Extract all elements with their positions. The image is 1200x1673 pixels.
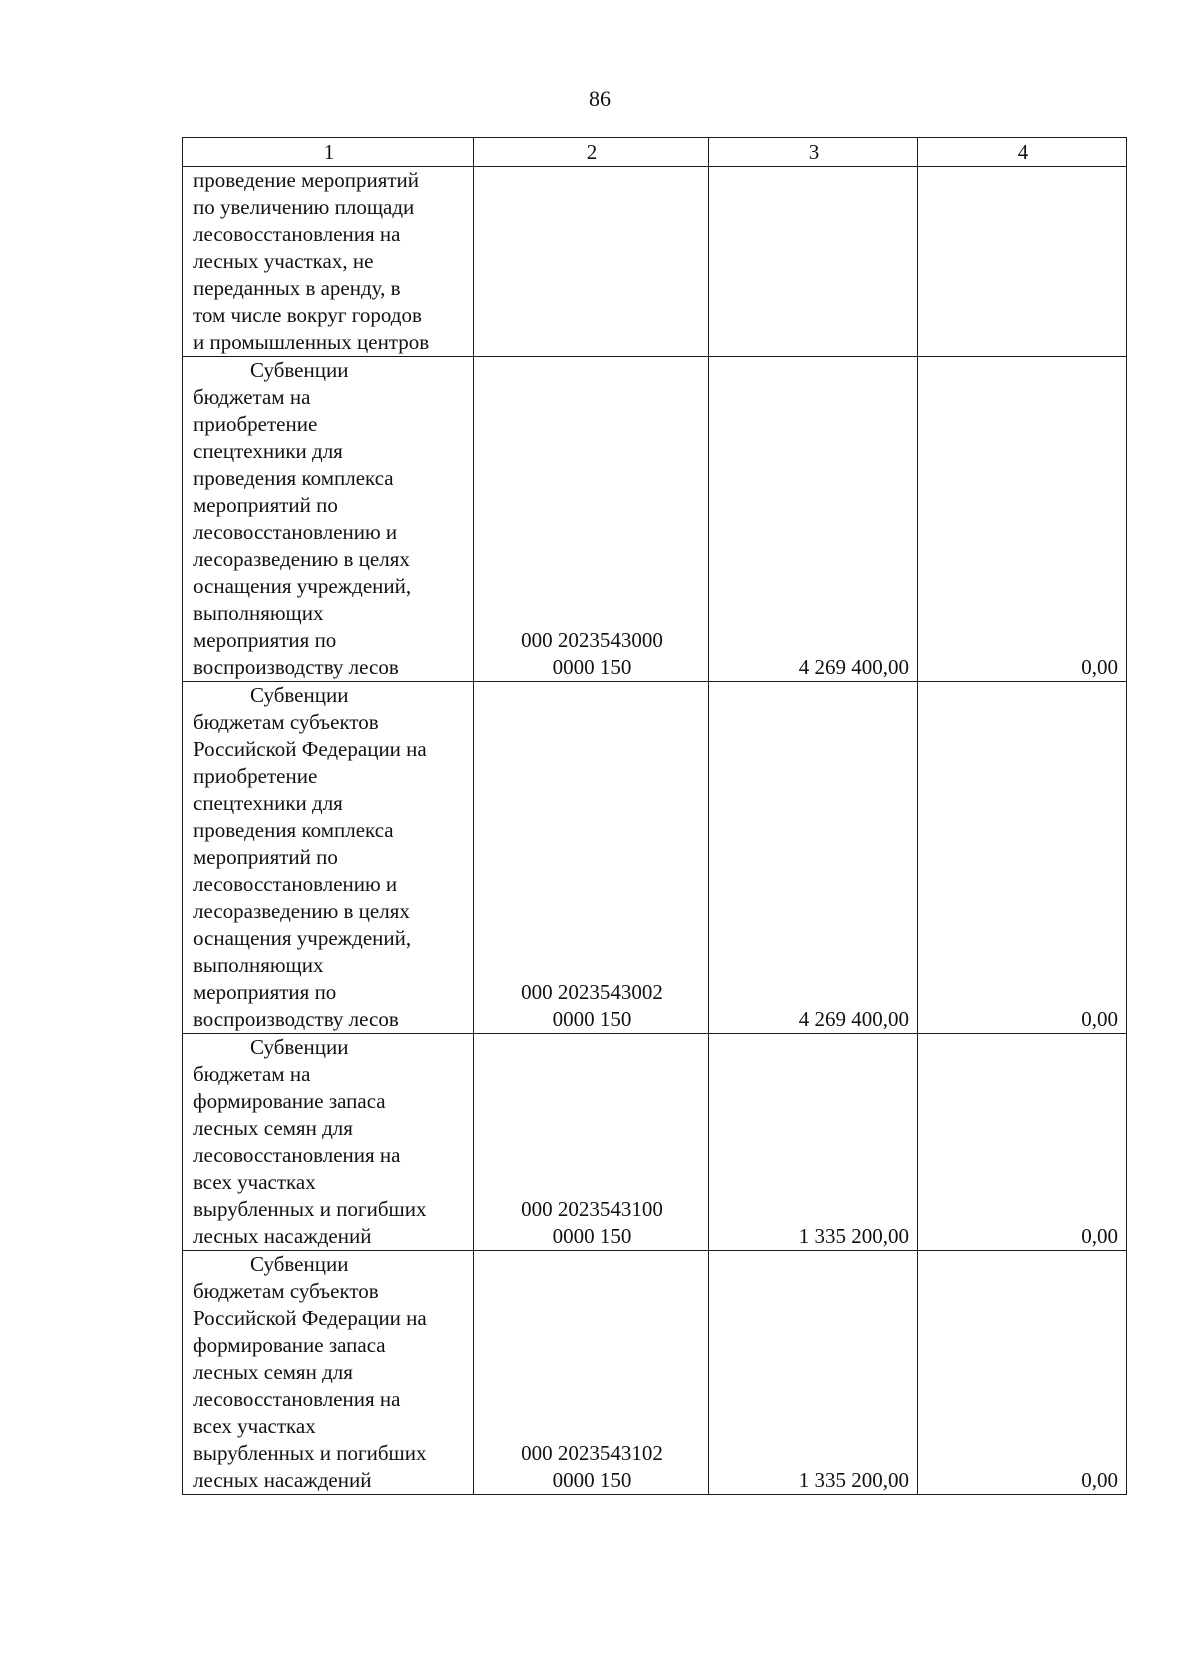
code-line: 000 2023543100	[521, 1197, 663, 1221]
row-amount: 4 269 400,00	[709, 682, 918, 1034]
row-amount	[709, 167, 918, 357]
code-line: 0000 150	[552, 655, 632, 679]
table-header	[183, 138, 1127, 167]
description-line: лесовосстановления на	[193, 1143, 401, 1167]
description-line: всех участках	[193, 1414, 316, 1438]
description-line: лесных насаждений	[193, 1468, 372, 1492]
description-line: лесовосстановлению и	[193, 520, 398, 544]
description-line: бюджетам субъектов	[193, 1279, 379, 1303]
description-line: мероприятий по	[193, 493, 338, 517]
description-line: мероприятия по	[193, 628, 337, 652]
description-line: воспроизводству лесов	[193, 655, 399, 679]
description-line: лесоразведению в целях	[193, 547, 410, 571]
table-row	[183, 167, 1127, 357]
page-number: 86	[589, 86, 611, 111]
row-amount: 1 335 200,00	[709, 1034, 918, 1251]
row-description	[183, 167, 474, 357]
row-code	[474, 357, 709, 682]
row-value: 0,00	[918, 1251, 1127, 1495]
description-line: вырубленных и погибших	[193, 1441, 427, 1465]
row-value: 0,00	[918, 1034, 1127, 1251]
row-amount: 1 335 200,00	[709, 1251, 918, 1495]
description-line: приобретение	[193, 412, 318, 436]
description-line: лесовосстановления на	[193, 222, 401, 246]
row-code	[474, 1034, 709, 1251]
description-line: всех участках	[193, 1170, 316, 1194]
description-line: Субвенции	[250, 683, 349, 707]
description-line: вырубленных и погибших	[193, 1197, 427, 1221]
description-line: спецтехники для	[193, 439, 343, 463]
row-code	[474, 1251, 709, 1495]
table-row	[183, 1034, 1127, 1251]
row-description	[183, 1251, 474, 1495]
description-line: по увеличению площади	[193, 195, 415, 219]
row-description	[183, 357, 474, 682]
description-line: выполняющих	[193, 601, 324, 625]
column-header-1: 1	[183, 138, 474, 167]
row-amount: 4 269 400,00	[709, 357, 918, 682]
description-line: лесных насаждений	[193, 1224, 372, 1248]
description-line: проведения комплекса	[193, 818, 394, 842]
description-line: Субвенции	[250, 1252, 349, 1276]
description-line: Российской Федерации на	[193, 1306, 427, 1330]
description-line: приобретение	[193, 764, 318, 788]
row-description	[183, 1034, 474, 1251]
description-line: переданных в аренду, в	[193, 276, 401, 300]
table-row	[183, 1251, 1127, 1495]
description-line: формирование запаса	[193, 1089, 386, 1113]
description-line: выполняющих	[193, 953, 324, 977]
row-code	[474, 682, 709, 1034]
description-line: воспроизводству лесов	[193, 1007, 399, 1031]
code-line: 000 2023543102	[521, 1441, 663, 1465]
description-line: лесовосстановления на	[193, 1387, 401, 1411]
description-line: Российской Федерации на	[193, 737, 427, 761]
row-description	[183, 682, 474, 1034]
code-line: 0000 150	[552, 1468, 632, 1492]
row-value: 0,00	[918, 357, 1127, 682]
description-line: мероприятия по	[193, 980, 337, 1004]
header-row	[183, 138, 1127, 167]
description-line: лесных семян для	[193, 1116, 353, 1140]
description-line: лесовосстановлению и	[193, 872, 398, 896]
table-body	[183, 167, 1127, 1495]
row-code	[474, 167, 709, 357]
code-line: 0000 150	[552, 1007, 632, 1031]
description-line: мероприятий по	[193, 845, 338, 869]
description-line: формирование запаса	[193, 1333, 386, 1357]
description-line: лесных семян для	[193, 1360, 353, 1384]
code-line: 000 2023543002	[521, 980, 663, 1004]
table-row	[183, 682, 1127, 1034]
column-header-4: 4	[918, 138, 1127, 167]
description-line: Субвенции	[250, 358, 349, 382]
description-line: Субвенции	[250, 1035, 349, 1059]
description-line: оснащения учреждений,	[193, 926, 412, 950]
description-line: бюджетам на	[193, 1062, 311, 1086]
description-line: и промышленных центров	[193, 330, 430, 354]
row-value: 0,00	[918, 682, 1127, 1034]
description-line: лесных участках, не	[193, 249, 374, 273]
table-row	[183, 357, 1127, 682]
description-line: лесоразведению в целях	[193, 899, 410, 923]
description-line: проведения комплекса	[193, 466, 394, 490]
column-header-2: 2	[474, 138, 709, 167]
code-line: 0000 150	[552, 1224, 632, 1248]
description-line: бюджетам на	[193, 385, 311, 409]
column-header-3: 3	[709, 138, 918, 167]
description-line: спецтехники для	[193, 791, 343, 815]
description-line: проведение мероприятий	[193, 168, 420, 192]
code-line: 000 2023543000	[521, 628, 663, 652]
description-line: том числе вокруг городов	[193, 303, 422, 327]
row-value	[918, 167, 1127, 357]
description-line: оснащения учреждений,	[193, 574, 412, 598]
description-line: бюджетам субъектов	[193, 710, 379, 734]
budget-table	[182, 137, 1127, 1495]
